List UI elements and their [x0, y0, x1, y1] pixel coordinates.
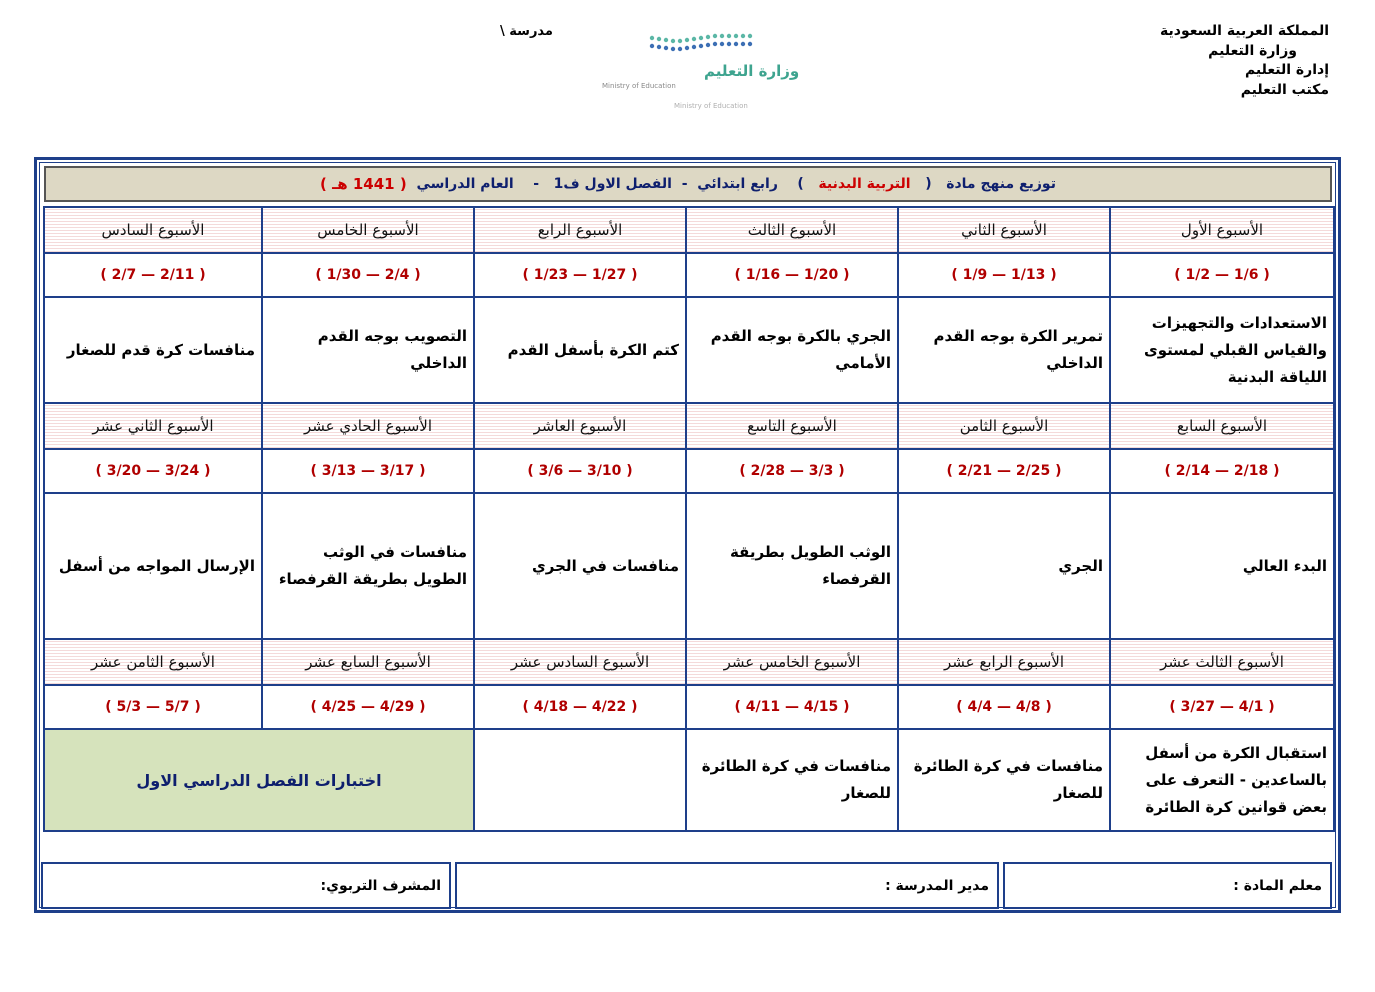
school-label: مدرسة \	[500, 24, 553, 39]
letterhead	[1160, 22, 1329, 100]
page-title	[44, 166, 1332, 202]
title-open-paren: (	[925, 176, 932, 192]
principal-signature-box	[455, 862, 999, 909]
topic-cell: كتم الكرة بأسفل القدم	[474, 297, 686, 403]
topic-cell: منافسات في الجري	[474, 493, 686, 639]
teacher-signature-box	[1003, 862, 1332, 909]
administration-name: إدارة التعليم	[1244, 62, 1329, 78]
week-header-row	[44, 207, 1334, 253]
topic-cell: منافسات في الوثب الطويل بطريقة القرفصاء	[262, 493, 474, 639]
topic-cell: تمرير الكرة بوجه القدم الداخلي	[898, 297, 1110, 403]
week-cell: الأسبوع الخامس عشر	[686, 639, 898, 685]
office-name: مكتب التعليم	[1240, 81, 1329, 98]
date-cell: ( 2/14 — 2/18 )	[1110, 449, 1334, 493]
date-cell: ( 3/27 — 4/1 )	[1110, 685, 1334, 729]
date-cell: ( 2/7 — 2/11 )	[44, 253, 262, 297]
topic-cell: التصويب بوجه القدم الداخلي	[262, 297, 474, 403]
week-cell: الأسبوع الثالث عشر	[1110, 639, 1334, 685]
title-year-label: العام الدراسي	[416, 176, 514, 192]
week-cell: الأسبوع العاشر	[474, 403, 686, 449]
date-cell: ( 3/6 — 3/10 )	[474, 449, 686, 493]
week-cell: الأسبوع السابع عشر	[262, 639, 474, 685]
title-dash: -	[533, 176, 540, 192]
week-cell: الأسبوع السادس	[44, 207, 262, 253]
week-cell: الأسبوع السابع	[1110, 403, 1334, 449]
logo-arabic-text: وزارة التعليم	[704, 62, 800, 80]
title-dash: -	[681, 176, 688, 192]
kingdom-name: المملكة العربية السعودية	[1160, 23, 1329, 39]
date-cell: ( 4/25 — 4/29 )	[262, 685, 474, 729]
principal-signature-label: مدير المدرسة :	[885, 877, 989, 894]
topic-cell: الاستعدادات والتجهيزات والقياس القبلي لمستوى اللياقة البدنية	[1110, 297, 1334, 403]
week-header-row	[44, 639, 1334, 685]
schedule-table	[43, 206, 1335, 832]
topic-cell: الوثب الطويل بطريقة القرفصاء	[686, 493, 898, 639]
date-cell: ( 1/2 — 1/6 )	[1110, 253, 1334, 297]
schedule-frame	[34, 157, 1341, 913]
topic-row	[44, 729, 1334, 831]
topic-cell: البدء العالي	[1110, 493, 1334, 639]
date-cell: ( 5/3 — 5/7 )	[44, 685, 262, 729]
week-cell: الأسبوع الخامس	[262, 207, 474, 253]
supervisor-signature-label: المشرف التربوي:	[320, 877, 441, 894]
logo-english-text: Ministry of Education	[602, 82, 676, 90]
logo-dots	[650, 34, 752, 43]
date-row	[44, 449, 1334, 493]
date-cell: ( 2/21 — 2/25 )	[898, 449, 1110, 493]
date-cell: ( 2/28 — 3/3 )	[686, 449, 898, 493]
teacher-signature-label: معلم المادة :	[1233, 877, 1322, 894]
date-cell: ( 4/11 — 4/15 )	[686, 685, 898, 729]
week-cell: الأسبوع الثاني عشر	[44, 403, 262, 449]
date-cell: ( 3/20 — 3/24 )	[44, 449, 262, 493]
week-cell: الأسبوع السادس عشر	[474, 639, 686, 685]
date-cell: ( 1/23 — 1/27 )	[474, 253, 686, 297]
week-cell: الأسبوع الرابع عشر	[898, 639, 1110, 685]
date-row	[44, 253, 1334, 297]
title-prefix: توزيع منهج مادة	[946, 176, 1056, 192]
topic-cell: الجري	[898, 493, 1110, 639]
supervisor-signature-box	[41, 862, 451, 909]
topic-cell: الإرسال المواجه من أسفل	[44, 493, 262, 639]
week-cell: الأسبوع الحادي عشر	[262, 403, 474, 449]
topic-cell	[474, 729, 686, 831]
week-cell: الأسبوع الثامن عشر	[44, 639, 262, 685]
week-cell: الأسبوع الأول	[1110, 207, 1334, 253]
date-cell: ( 1/9 — 1/13 )	[898, 253, 1110, 297]
date-cell: ( 1/16 — 1/20 )	[686, 253, 898, 297]
week-cell: الأسبوع التاسع	[686, 403, 898, 449]
date-cell: ( 4/18 — 4/22 )	[474, 685, 686, 729]
topic-cell: منافسات في كرة الطائرة للصغار	[686, 729, 898, 831]
week-header-row	[44, 403, 1334, 449]
topic-row	[44, 297, 1334, 403]
title-close-paren: )	[797, 176, 804, 192]
date-cell: ( 1/30 — 2/4 )	[262, 253, 474, 297]
ministry-name: وزارة التعليم	[1208, 42, 1297, 59]
ministry-logo-icon	[596, 32, 800, 112]
title-grade: رابع ابتدائي	[697, 176, 778, 192]
title-subject: التربية البدنية	[818, 176, 911, 192]
topic-cell: استقبال الكرة من أسفل بالساعدين - التعرف على بعض قوانين كرة الطائرة	[1110, 729, 1334, 831]
exam-cell: اختبارات الفصل الدراسي الاول	[44, 729, 474, 831]
date-row	[44, 685, 1334, 729]
date-cell: ( 3/13 — 3/17 )	[262, 449, 474, 493]
week-cell: الأسبوع الثالث	[686, 207, 898, 253]
logo-english-text-faded: Ministry of Education	[674, 102, 748, 110]
topic-cell: منافسات كرة قدم للصغار	[44, 297, 262, 403]
week-cell: الأسبوع الثامن	[898, 403, 1110, 449]
date-cell: ( 4/4 — 4/8 )	[898, 685, 1110, 729]
topic-row	[44, 493, 1334, 639]
topic-cell: منافسات في كرة الطائرة للصغار	[898, 729, 1110, 831]
title-term: الفصل الاول ف1	[553, 176, 672, 192]
title-year-value: ( 1441 هـ )	[320, 175, 407, 193]
week-cell: الأسبوع الثاني	[898, 207, 1110, 253]
topic-cell: الجري بالكرة بوجه القدم الأمامي	[686, 297, 898, 403]
week-cell: الأسبوع الرابع	[474, 207, 686, 253]
